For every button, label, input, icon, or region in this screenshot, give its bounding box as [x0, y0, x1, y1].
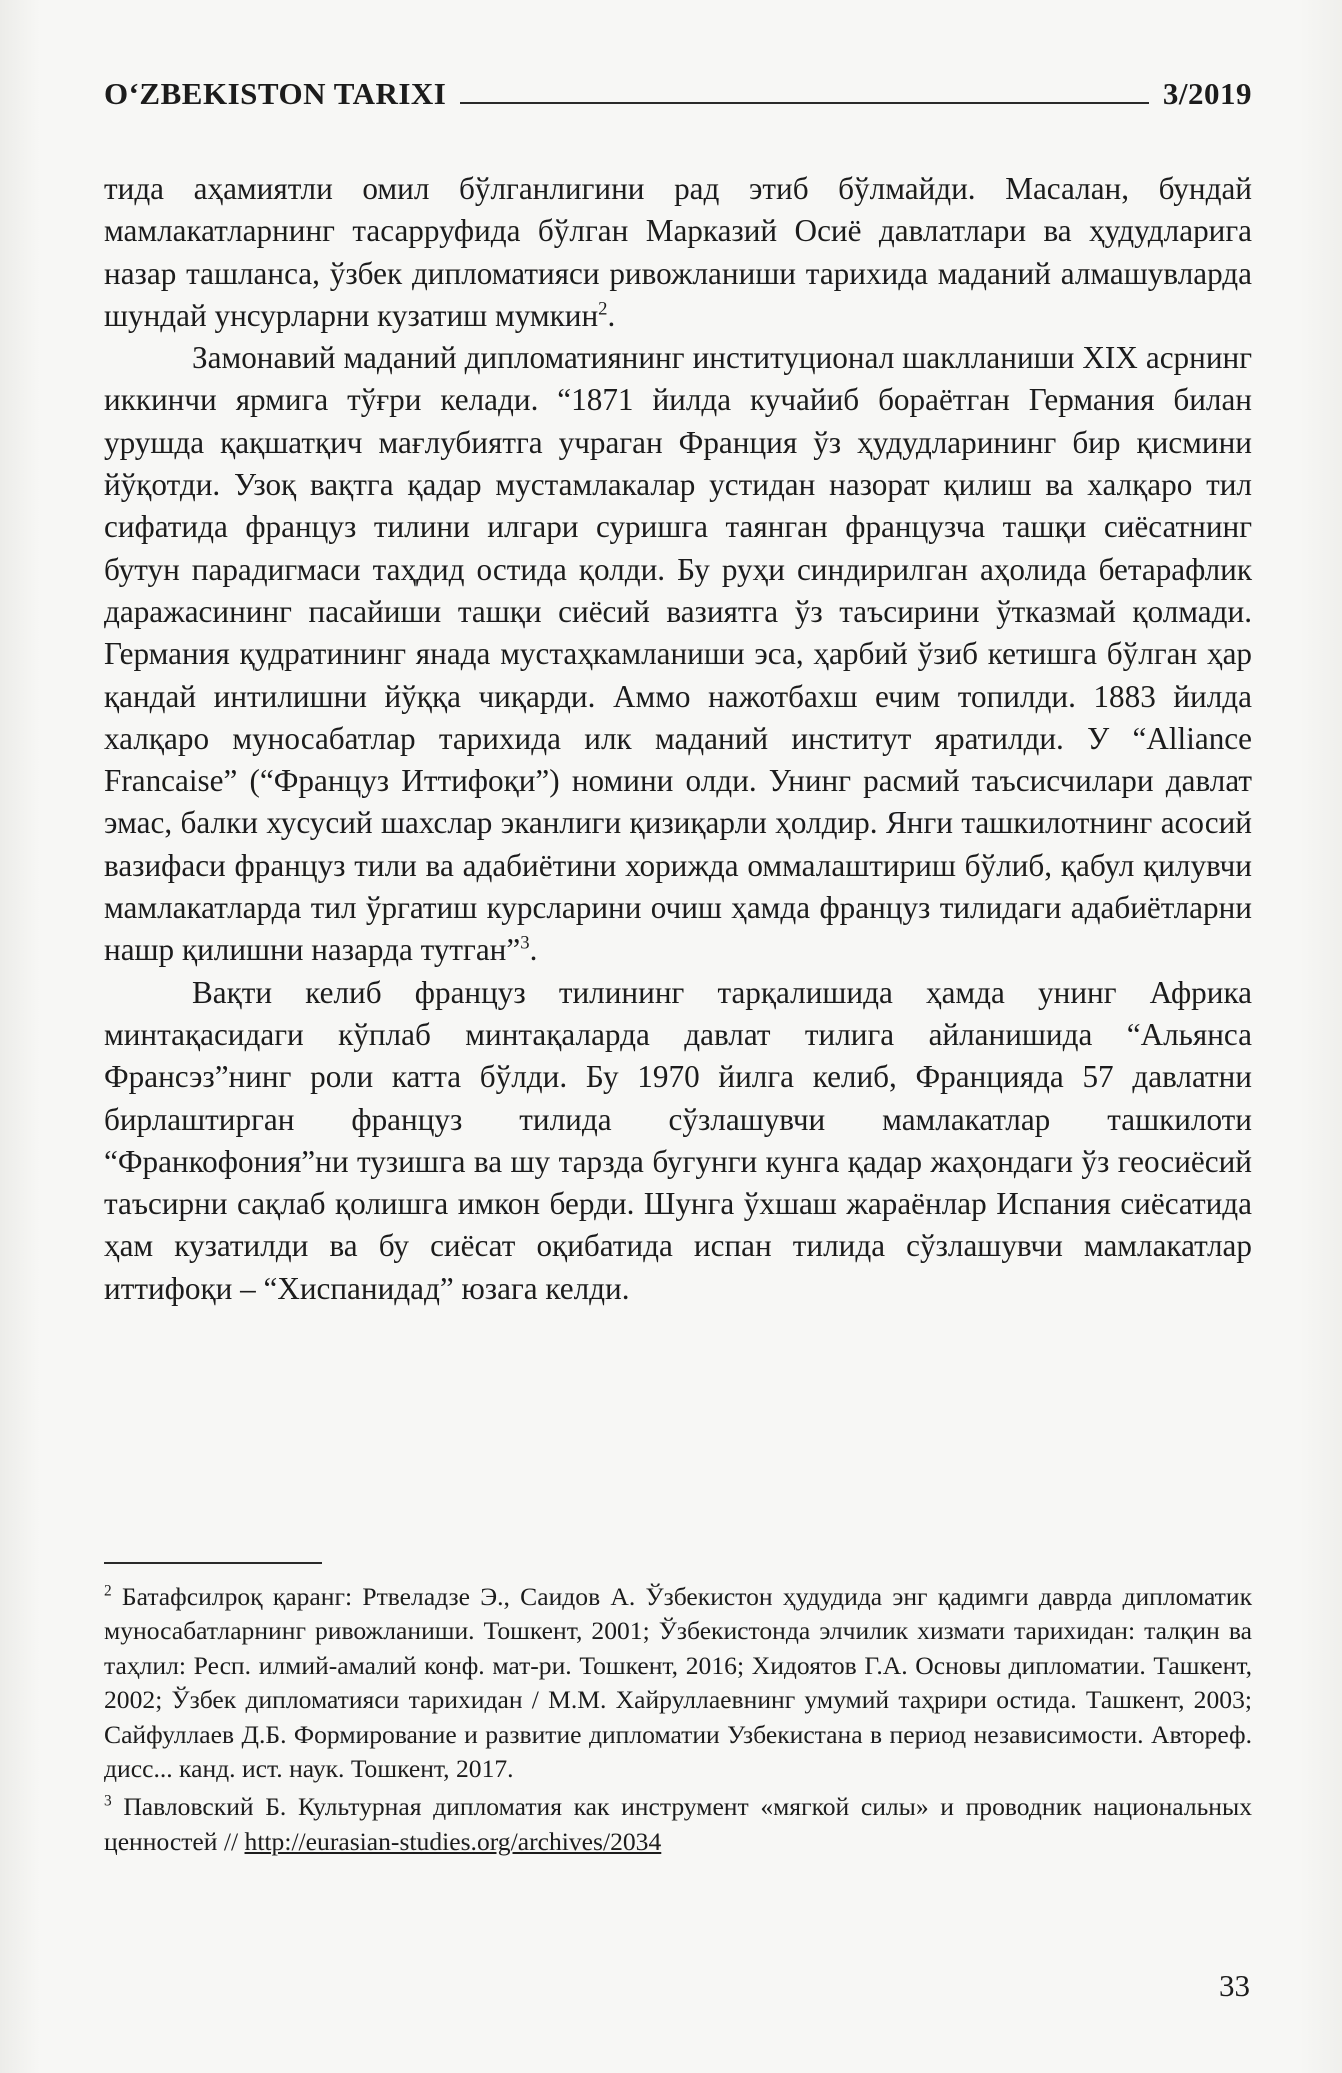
- footnote-ref-2[interactable]: 2: [598, 298, 608, 320]
- paragraph-1-text: тида аҳамиятли омил бўлганлигини рад этиб бўлмайди. Масалан, бундай мамлакатларнинг тасарруфида бўлган Марказий Осиё давлатлари ва ҳудудларига назар ташланса, ўзбек дипломатияси ривожланиши тарихида маданий алмашувларда шундай унсурларни кузатиш мумкин: [104, 171, 1252, 333]
- footnote-ref-3[interactable]: 3: [520, 932, 530, 954]
- footnotes: [104, 1580, 1252, 1863]
- paragraph-2-end: .: [529, 932, 538, 968]
- header-rule: [460, 102, 1149, 104]
- paragraph-1-end: .: [607, 297, 616, 333]
- footnote-2-mark: 2: [104, 1582, 112, 1600]
- article-body: [104, 168, 1252, 1310]
- issue-number: 3/2019: [1162, 76, 1252, 111]
- footnote-2-text: Батафсилроқ қаранг: Ртвеладзе Э., Саидов А. Ўзбекистон ҳудудида энг қадимги даврда дипломатик муносабатларнинг ривожланиши. Тошкент, 2001; Ўзбекистонда элчилик хизмати тарихидан: талқин ва таҳлил: Респ. илмий-амалий конф. мат-ри. Тошкент, 2016; Хидоятов Г.А. Основы дипломатии. Ташкент, 2002; Ўзбек дипломатияси тарихидан / М.М. Хайруллаевнинг умумий таҳрири остида. Ташкент, 2003; Сайфуллаев Д.Б. Формирование и развитие дипломатии Узбекистана в период независимости. Автореф. дисс... канд. ист. наук. Тошкент, 2017.: [104, 1582, 1252, 1784]
- paragraph-3: Вақти келиб француз тилининг тарқалишида ҳамда унинг Африка минтақасидаги кўплаб минтақаларда давлат тилига айланишида “Альянса Франсэз”нинг роли катта бўлди. Бу 1970 йилга келиб, Францияда 57 давлатни бирлаштирган француз тилида сўзлашувчи мамлакатлар ташкилоти “Франкофония”ни тузишга ва шу тарзда бугунги кунга қадар жаҳондаги ўз геосиёсий таъсирни сақлаб қолишга имкон берди. Шунга ўхшаш жараёнлар Испания сиёсатида ҳам кузатилди ва бу сиёсат оқибатида испан тилида сўзлашувчи мамлакатлар иттифоқи – “Хиспанидад” юзага келди.: [104, 974, 1252, 1306]
- page-number: 33: [1219, 1968, 1250, 2003]
- footnote-3-mark: 3: [104, 1792, 112, 1810]
- journal-title: O‘ZBEKISTON TARIXI: [104, 76, 447, 111]
- paragraph-1: [104, 168, 1252, 337]
- footnote-3: [104, 1790, 1252, 1859]
- footnote-3-link[interactable]: http://eurasian-studies.org/archives/2034: [244, 1826, 662, 1856]
- footnote-2: [104, 1580, 1252, 1786]
- paragraph-2-text: Замонавий маданий дипломатиянинг институционал шаклланиши XIX асрнинг иккинчи ярмига тўғри келади. “1871 йилда кучайиб бораётган Германия билан урушда қақшатқич мағлубиятга учраган Франция ўз ҳудудларининг бир қисмини йўқотди. Узоқ вақтга қадар мустамлакалар устидан назорат қилиш ва халқаро тил сифатида француз тилини илгари суришга таянган французча ташқи сиёсатнинг бутун парадигмаси таҳдид остида қолди. Бу руҳи синдирилган аҳолида бетарафлик даражасининг пасайиши ташқи сиёсий вазиятга ўз таъсирини ўтказмай қолмади. Германия қудратининг янада мустаҳкамланиши эса, ҳарбий ўзиб кетишга бўлган ҳар қандай интилишни йўққа чиқарди. Аммо нажотбахш ечим топилди. 1883 йилда халқаро муносабатлар тарихида илк маданий институт яратилди. У “Alliance Francaise” (“Француз Иттифоқи”) номини олди. Унинг расмий таъсисчилари давлат эмас, балки хусусий шахслар эканлиги қизиқарли ҳолдир. Янги ташкилотнинг асосий вазифаси француз тили ва адабиётини хорижда оммалаштириш бўлиб, қабул қилувчи мамлакатларда тил ўргатиш курсларини очиш ҳамда француз тилидаги адабиётларни нашр қилишни назарда тутган”: [104, 340, 1252, 968]
- footnote-3-text: Павловский Б. Культурная дипломатия как инструмент «мягкой силы» и проводник национальных ценностей //: [104, 1792, 1252, 1856]
- paragraph-2: [104, 337, 1252, 971]
- footnote-separator: [104, 1562, 322, 1564]
- running-head: [104, 60, 1252, 112]
